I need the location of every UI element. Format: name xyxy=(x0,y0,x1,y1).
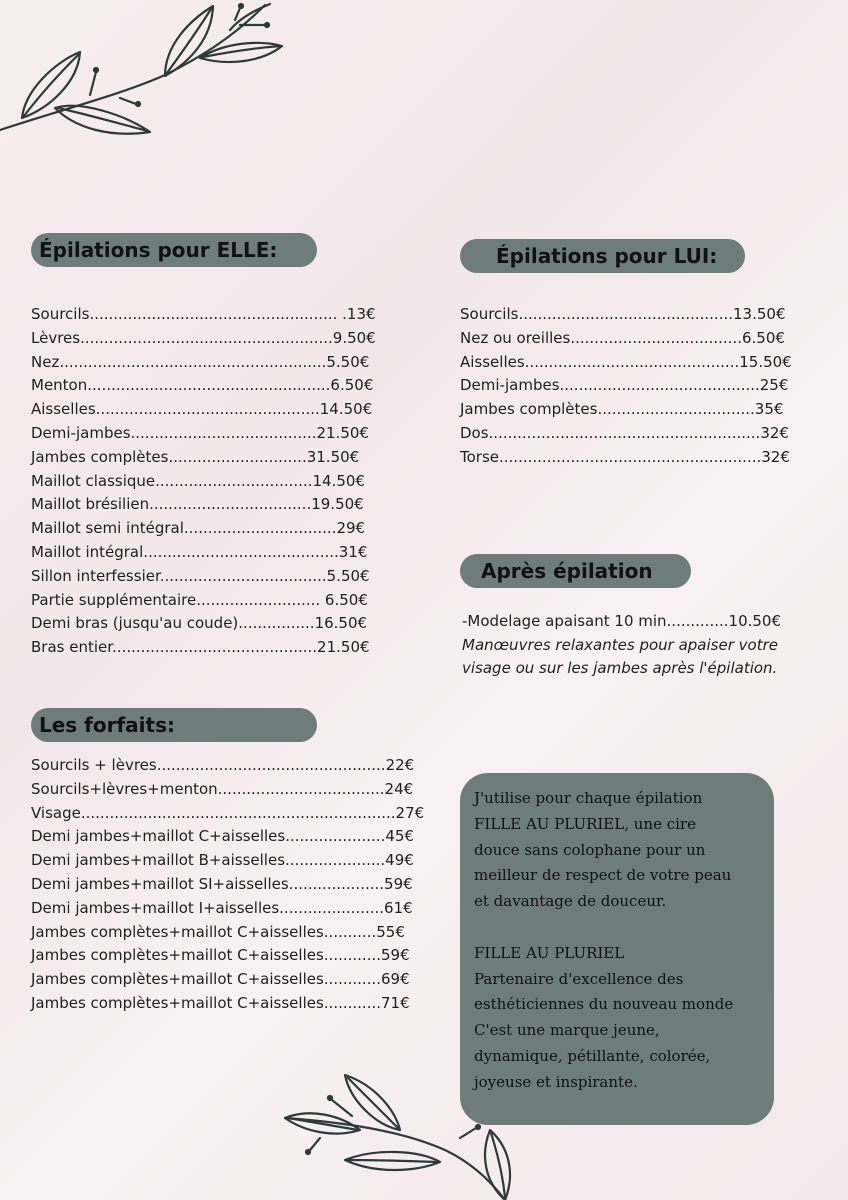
list-item: Menton...................................................6.50€ xyxy=(31,376,374,395)
price-list-forfaits xyxy=(31,754,424,1016)
list-item: Jambes complètes+maillot C+aisselles...........55€ xyxy=(31,922,405,941)
list-item: Demi jambes+maillot B+aisselles.....................49€ xyxy=(31,851,414,870)
apres-desc-line: Manœuvres relaxantes pour apaiser votre xyxy=(462,635,778,654)
section-title-forfaits: Les forfaits: xyxy=(31,708,317,742)
list-item: Partie supplémentaire.......................... 6.50€ xyxy=(31,590,368,609)
list-item: Sourcils.............................................13.50€ xyxy=(460,305,786,323)
price-list-elle xyxy=(31,303,376,660)
list-item: Sourcils + lèvres................................................22€ xyxy=(31,756,415,774)
list-item: Jambes complètes.................................35€ xyxy=(460,400,784,419)
apres-line: -Modelage apaisant 10 min.............10.50€ xyxy=(462,612,782,630)
section-title-elle: Épilations pour ELLE: xyxy=(31,233,317,267)
card-line: esthéticiennes du nouveau monde xyxy=(474,995,734,1014)
list-item: Sourcils+lèvres+menton...................................24€ xyxy=(31,779,414,798)
list-item: Aisselles...............................................14.50€ xyxy=(31,400,373,419)
card-line: J'utilise pour chaque épilation xyxy=(474,789,703,807)
card-line: et davantage de douceur. xyxy=(474,892,667,911)
list-item: Nez ou oreilles....................................6.50€ xyxy=(460,328,785,347)
section-title-lui: Épilations pour LUI: xyxy=(460,239,745,273)
card-line: FILLE AU PLURIEL, une cire xyxy=(474,814,696,833)
list-item: Dos.........................................................32€ xyxy=(460,423,789,442)
list-item: Aisselles.............................................15.50€ xyxy=(460,352,792,371)
list-item: Maillot semi intégral................................29€ xyxy=(31,519,366,538)
card-line: Partenaire d'excellence des xyxy=(474,969,684,988)
card-line: douce sans colophane pour un xyxy=(474,840,706,859)
list-item: Jambes complètes+maillot C+aisselles............71€ xyxy=(31,993,410,1012)
list-item: Sourcils.................................................... .13€ xyxy=(31,305,376,323)
card-line: FILLE AU PLURIEL xyxy=(474,943,625,962)
list-item: Nez........................................................5.50€ xyxy=(31,352,370,371)
card-line: dynamique, pétillante, colorée, xyxy=(474,1046,711,1065)
list-item: Demi-jambes.......................................21.50€ xyxy=(31,423,369,442)
list-item: Demi jambes+maillot C+aisselles.....................45€ xyxy=(31,827,414,846)
card-line: joyeuse et inspirante. xyxy=(474,1072,638,1091)
info-card xyxy=(460,773,774,1125)
price-list-lui xyxy=(460,303,792,470)
list-item: Demi-jambes..........................................25€ xyxy=(460,376,789,395)
card-line: meilleur de respect de votre peau xyxy=(474,866,732,885)
list-item: Demi bras (jusqu'au coude)................16.50€ xyxy=(31,614,368,633)
list-item: Jambes complètes+maillot C+aisselles............69€ xyxy=(31,970,410,989)
list-item: Maillot brésilien..................................19.50€ xyxy=(31,495,364,514)
list-item: Demi jambes+maillot SI+aisselles....................59€ xyxy=(31,874,413,893)
section-title-apres: Après épilation xyxy=(460,554,691,588)
list-item: Torse.......................................................32€ xyxy=(460,447,790,466)
list-item: Demi jambes+maillot I+aisselles......................61€ xyxy=(31,898,413,917)
list-item: Visage..................................................................27€ xyxy=(31,803,425,822)
list-item: Lèvres.....................................................9.50€ xyxy=(31,328,376,347)
card-spacer xyxy=(474,915,774,941)
apres-description xyxy=(462,610,781,681)
apres-desc-line: visage ou sur les jambes après l'épilation. xyxy=(462,659,778,677)
list-item: Jambes complètes.............................31.50€ xyxy=(31,447,360,466)
list-item: Maillot intégral.........................................31€ xyxy=(31,542,368,561)
list-item: Jambes complètes+maillot C+aisselles............59€ xyxy=(31,946,410,965)
list-item: Maillot classique.................................14.50€ xyxy=(31,471,365,490)
list-item: Bras entier...........................................21.50€ xyxy=(31,638,370,657)
card-line: C'est une marque jeune, xyxy=(474,1021,660,1040)
list-item: Sillon interfessier...................................5.50€ xyxy=(31,566,370,585)
leaf-branch-icon xyxy=(0,0,300,150)
